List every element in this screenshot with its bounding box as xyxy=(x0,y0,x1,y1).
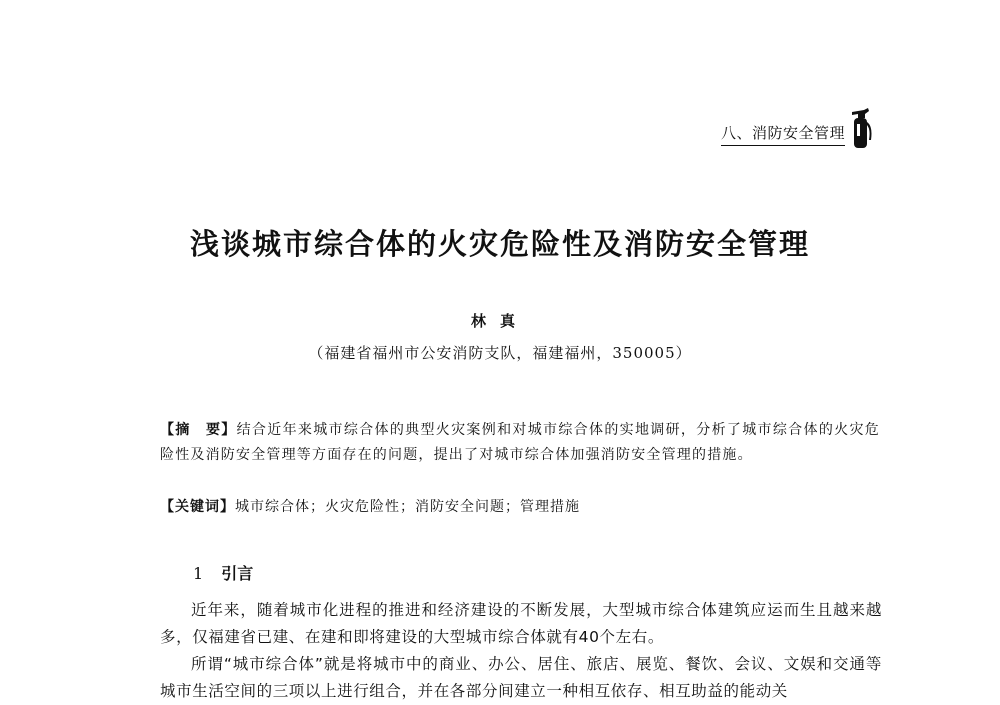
keywords-label: 【关键词】 xyxy=(160,499,235,515)
fire-extinguisher-icon xyxy=(846,106,874,150)
author-affiliation: （福建省福州市公安消防支队，福建福州，350005） xyxy=(308,344,692,362)
paragraph: 近年来，随着城市化进程的推进和经济建设的不断发展，大型城市综合体建筑应运而生且越来越多，仅福建省已建、在建和即将建设的大型城市综合体就有40个左右。 xyxy=(160,601,882,646)
keywords xyxy=(160,495,880,520)
section-heading-introduction xyxy=(193,561,253,584)
keywords-text: 城市综合体；火灾危险性；消防安全问题；管理措施 xyxy=(235,499,580,515)
author-name: 林真 xyxy=(470,312,529,330)
abstract-text: 结合近年来城市综合体的典型火灾案例和对城市综合体的实地调研，分析了城市综合体的火灾危险性及消防安全管理等方面存在的问题，提出了对城市综合体加强消防安全管理的措施。 xyxy=(160,422,880,463)
body-text xyxy=(160,597,882,705)
abstract xyxy=(160,418,880,468)
paragraph: 所谓“城市综合体”就是将城市中的商业、办公、居住、旅店、展览、餐饮、会议、文娱和交通等城市生活空间的三项以上进行组合，并在各部分间建立一种相互依存、相互助益的能动关 xyxy=(160,655,882,700)
section-number: 1 xyxy=(193,564,204,583)
article-title: 浅谈城市综合体的火灾危险性及消防安全管理 xyxy=(189,227,810,261)
running-header: 八、消防安全管理 xyxy=(721,122,845,146)
abstract-label: 【摘 要】 xyxy=(160,422,237,438)
section-title: 引言 xyxy=(221,564,254,583)
